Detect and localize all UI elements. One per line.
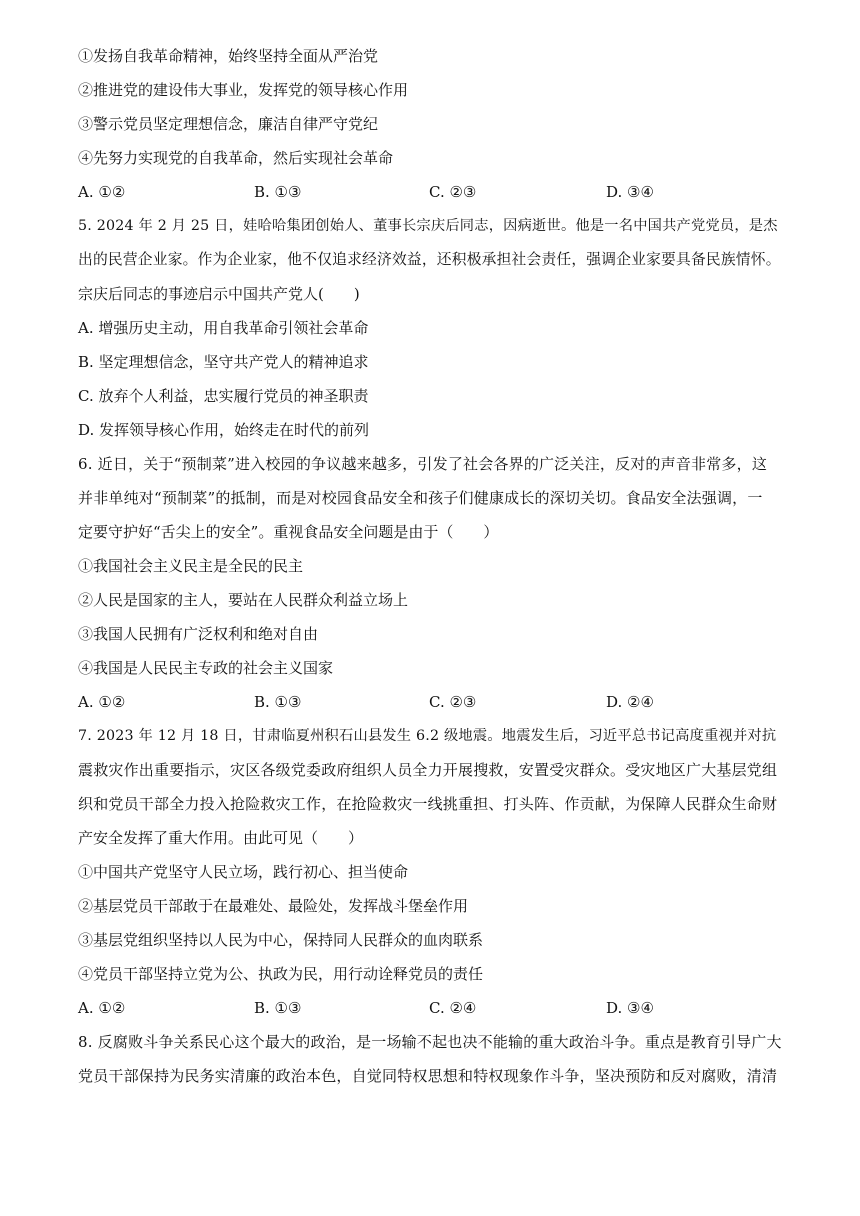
q4-option-c[interactable]: C. ②③ [429, 183, 477, 201]
q4-statement-1: ①发扬自我革命精神，始终坚持全面从严治党 [78, 47, 379, 65]
q5-choice-a[interactable]: A. 增强历史主动，用自我革命引领社会革命 [78, 319, 369, 337]
q5-choice-b[interactable]: B. 坚定理想信念，坚守共产党人的精神追求 [78, 353, 369, 371]
q4-options [78, 182, 778, 202]
q5-stem-line-2: 出的民营企业家。作为企业家，他不仅追求经济效益，还积极承担社会责任，强调企业家要具备民族情怀。 [78, 251, 781, 268]
q6-option-a[interactable]: A. ①② [78, 693, 126, 711]
q6-stem-line-2: 并非单纯对“预制菜”的抵制，而是对校园食品安全和孩子们健康成长的深切关切。食品安全法强调，一 [78, 489, 763, 507]
q6-statement-3: ③我国人民拥有广泛权利和绝对自由 [78, 625, 319, 643]
q7-options [78, 998, 778, 1018]
q4-option-d[interactable]: D. ③④ [606, 183, 654, 201]
q7-option-a[interactable]: A. ①② [78, 999, 126, 1017]
q5-stem-line-3: 宗庆后同志的事迹启示中国共产党人( ) [78, 285, 360, 303]
q7-option-d[interactable]: D. ③④ [606, 999, 654, 1017]
q7-stem-line-1: 7. 2023 年 12 月 18 日，甘肃临夏州积石山县发生 6.2 级地震。地震发生后，习近平总书记高度重视并对抗 [78, 728, 777, 744]
q6-statement-2: ②人民是国家的主人，要站在人民群众利益立场上 [78, 591, 409, 609]
q5-choice-d[interactable]: D. 发挥领导核心作用，始终走在时代的前列 [78, 421, 370, 439]
q4-option-b[interactable]: B. ①③ [254, 183, 302, 201]
q7-option-c[interactable]: C. ②④ [429, 999, 477, 1017]
q7-statement-1: ①中国共产党坚守人民立场，践行初心、担当使命 [78, 863, 409, 881]
q6-statement-1: ①我国社会主义民主是全民的民主 [78, 557, 304, 575]
q8-stem-line-2: 党员干部保持为民务实清廉的政治本色，自觉同特权思想和特权现象作斗争，坚决预防和反对腐败，清清 [78, 1067, 778, 1085]
q6-stem-line-3: 定要守护好“舌尖上的安全”。重视食品安全问题是由于（ ） [78, 523, 499, 541]
q6-option-c[interactable]: C. ②③ [429, 693, 477, 711]
q4-option-a[interactable]: A. ①② [78, 183, 126, 201]
q7-stem-line-3: 织和党员干部全力投入抢险救灾工作，在抢险救灾一线挑重担、打头阵、作贡献，为保障人民群众生命财 [78, 795, 778, 813]
q6-options [78, 692, 778, 712]
q6-option-b[interactable]: B. ①③ [254, 693, 302, 711]
q6-stem-line-1: 6. 近日，关于“预制菜”进入校园的争议越来越多，引发了社会各界的广泛关注，反对的声音非常多，这 [78, 455, 768, 473]
q5-choice-c[interactable]: C. 放弃个人利益，忠实履行党员的神圣职责 [78, 387, 369, 405]
q7-stem-line-4: 产安全发挥了重大作用。由此可见（ ） [78, 829, 364, 847]
q6-option-d[interactable]: D. ②④ [606, 693, 654, 711]
q7-statement-4: ④党员干部坚持立党为公、执政为民，用行动诠释党员的责任 [78, 965, 484, 983]
q8-stem-line-1: 8. 反腐败斗争关系民心这个最大的政治，是一场输不起也决不能输的重大政治斗争。重点是教育引导广大 [78, 1033, 782, 1051]
q4-statement-3: ③警示党员坚定理想信念，廉洁自律严守党纪 [78, 115, 379, 133]
q7-statement-2: ②基层党员干部敢于在最难处、最险处，发挥战斗堡垒作用 [78, 897, 469, 915]
q5-stem-line-1: 5. 2024 年 2 月 25 日，娃哈哈集团创始人、董事长宗庆后同志，因病逝世。他是一名中国共产党党员，是杰 [78, 218, 778, 234]
q7-option-b[interactable]: B. ①③ [254, 999, 302, 1017]
q6-statement-4: ④我国是人民民主专政的社会主义国家 [78, 659, 334, 677]
q7-statement-3: ③基层党组织坚持以人民为中心，保持同人民群众的血肉联系 [78, 931, 484, 949]
q7-stem-line-2: 震救灾作出重要指示，灾区各级党委政府组织人员全力开展搜救，安置受灾群众。受灾地区广大基层党组 [78, 761, 778, 779]
q4-statement-4: ④先努力实现党的自我革命，然后实现社会革命 [78, 149, 394, 167]
q4-statement-2: ②推进党的建设伟大事业，发挥党的领导核心作用 [78, 81, 409, 99]
